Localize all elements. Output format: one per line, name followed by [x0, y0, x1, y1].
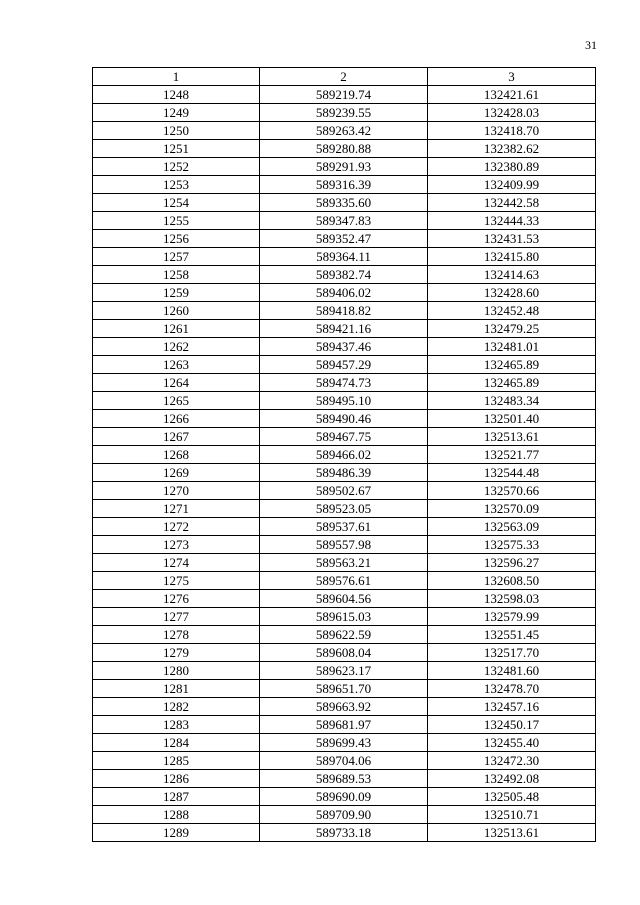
x-coordinate-cell: 589490.46	[260, 410, 428, 428]
x-coordinate-cell: 589418.82	[260, 302, 428, 320]
x-coordinate-cell: 589466.02	[260, 446, 428, 464]
table-row	[93, 482, 596, 500]
table-row	[93, 626, 596, 644]
x-coordinate-cell: 589347.83	[260, 212, 428, 230]
point-number-cell: 1271	[93, 500, 260, 518]
y-coordinate-cell: 132575.33	[428, 536, 596, 554]
y-coordinate-cell: 132465.89	[428, 356, 596, 374]
x-coordinate-cell: 589733.18	[260, 824, 428, 842]
table-row	[93, 572, 596, 590]
x-coordinate-cell: 589623.17	[260, 662, 428, 680]
x-coordinate-cell: 589316.39	[260, 176, 428, 194]
table-row	[93, 284, 596, 302]
table-row	[93, 446, 596, 464]
y-coordinate-cell: 132415.80	[428, 248, 596, 266]
y-coordinate-cell: 132428.03	[428, 104, 596, 122]
y-coordinate-cell: 132428.60	[428, 284, 596, 302]
point-number-cell: 1282	[93, 698, 260, 716]
x-coordinate-cell: 589263.42	[260, 122, 428, 140]
x-coordinate-cell: 589406.02	[260, 284, 428, 302]
table-body	[93, 86, 596, 842]
y-coordinate-cell: 132481.01	[428, 338, 596, 356]
point-number-cell: 1275	[93, 572, 260, 590]
x-coordinate-cell: 589437.46	[260, 338, 428, 356]
table-row	[93, 680, 596, 698]
point-number-cell: 1287	[93, 788, 260, 806]
y-coordinate-cell: 132608.50	[428, 572, 596, 590]
point-number-cell: 1281	[93, 680, 260, 698]
y-coordinate-cell: 132505.48	[428, 788, 596, 806]
y-coordinate-cell: 132444.33	[428, 212, 596, 230]
y-coordinate-cell: 132579.99	[428, 608, 596, 626]
y-coordinate-cell: 132479.25	[428, 320, 596, 338]
y-coordinate-cell: 132452.48	[428, 302, 596, 320]
point-number-cell: 1279	[93, 644, 260, 662]
table-row	[93, 518, 596, 536]
x-coordinate-cell: 589576.61	[260, 572, 428, 590]
y-coordinate-cell: 132544.48	[428, 464, 596, 482]
point-number-cell: 1259	[93, 284, 260, 302]
y-coordinate-cell: 132431.53	[428, 230, 596, 248]
table-row	[93, 428, 596, 446]
y-coordinate-cell: 132513.61	[428, 824, 596, 842]
x-coordinate-cell: 589474.73	[260, 374, 428, 392]
column-header-1: 1	[93, 68, 260, 86]
table-row	[93, 608, 596, 626]
table-row	[93, 194, 596, 212]
point-number-cell: 1252	[93, 158, 260, 176]
y-coordinate-cell: 132510.71	[428, 806, 596, 824]
point-number-cell: 1248	[93, 86, 260, 104]
table-row	[93, 698, 596, 716]
y-coordinate-cell: 132465.89	[428, 374, 596, 392]
y-coordinate-cell: 132457.16	[428, 698, 596, 716]
table-row	[93, 212, 596, 230]
point-number-cell: 1286	[93, 770, 260, 788]
y-coordinate-cell: 132414.63	[428, 266, 596, 284]
y-coordinate-cell: 132596.27	[428, 554, 596, 572]
point-number-cell: 1267	[93, 428, 260, 446]
table-row	[93, 302, 596, 320]
table-row	[93, 374, 596, 392]
x-coordinate-cell: 589523.05	[260, 500, 428, 518]
x-coordinate-cell: 589690.09	[260, 788, 428, 806]
table-row	[93, 734, 596, 752]
y-coordinate-cell: 132563.09	[428, 518, 596, 536]
x-coordinate-cell: 589364.11	[260, 248, 428, 266]
point-number-cell: 1288	[93, 806, 260, 824]
x-coordinate-cell: 589608.04	[260, 644, 428, 662]
table-row	[93, 716, 596, 734]
x-coordinate-cell: 589709.90	[260, 806, 428, 824]
point-number-cell: 1258	[93, 266, 260, 284]
table-row	[93, 752, 596, 770]
page-number: 31	[585, 38, 597, 52]
y-coordinate-cell: 132551.45	[428, 626, 596, 644]
x-coordinate-cell: 589622.59	[260, 626, 428, 644]
x-coordinate-cell: 589651.70	[260, 680, 428, 698]
y-coordinate-cell: 132513.61	[428, 428, 596, 446]
x-coordinate-cell: 589557.98	[260, 536, 428, 554]
point-number-cell: 1277	[93, 608, 260, 626]
y-coordinate-cell: 132472.30	[428, 752, 596, 770]
x-coordinate-cell: 589615.03	[260, 608, 428, 626]
y-coordinate-cell: 132382.62	[428, 140, 596, 158]
y-coordinate-cell: 132492.08	[428, 770, 596, 788]
table-row	[93, 140, 596, 158]
y-coordinate-cell: 132501.40	[428, 410, 596, 428]
y-coordinate-cell: 132483.34	[428, 392, 596, 410]
point-number-cell: 1251	[93, 140, 260, 158]
point-number-cell: 1280	[93, 662, 260, 680]
point-number-cell: 1250	[93, 122, 260, 140]
coordinates-table	[92, 67, 596, 842]
table-row	[93, 338, 596, 356]
y-coordinate-cell: 132570.09	[428, 500, 596, 518]
y-coordinate-cell: 132478.70	[428, 680, 596, 698]
y-coordinate-cell: 132421.61	[428, 86, 596, 104]
table-row	[93, 266, 596, 284]
x-coordinate-cell: 589495.10	[260, 392, 428, 410]
x-coordinate-cell: 589219.74	[260, 86, 428, 104]
y-coordinate-cell: 132450.17	[428, 716, 596, 734]
point-number-cell: 1254	[93, 194, 260, 212]
x-coordinate-cell: 589382.74	[260, 266, 428, 284]
point-number-cell: 1289	[93, 824, 260, 842]
point-number-cell: 1265	[93, 392, 260, 410]
table-row	[93, 536, 596, 554]
point-number-cell: 1283	[93, 716, 260, 734]
table-row	[93, 320, 596, 338]
table-row	[93, 644, 596, 662]
point-number-cell: 1253	[93, 176, 260, 194]
x-coordinate-cell: 589537.61	[260, 518, 428, 536]
table-row	[93, 662, 596, 680]
x-coordinate-cell: 589704.06	[260, 752, 428, 770]
y-coordinate-cell: 132570.66	[428, 482, 596, 500]
x-coordinate-cell: 589457.29	[260, 356, 428, 374]
x-coordinate-cell: 589467.75	[260, 428, 428, 446]
point-number-cell: 1274	[93, 554, 260, 572]
y-coordinate-cell: 132442.58	[428, 194, 596, 212]
point-number-cell: 1276	[93, 590, 260, 608]
table-row	[93, 248, 596, 266]
x-coordinate-cell: 589663.92	[260, 698, 428, 716]
x-coordinate-cell: 589421.16	[260, 320, 428, 338]
y-coordinate-cell: 132481.60	[428, 662, 596, 680]
table-row	[93, 824, 596, 842]
point-number-cell: 1255	[93, 212, 260, 230]
table-row	[93, 788, 596, 806]
x-coordinate-cell: 589502.67	[260, 482, 428, 500]
y-coordinate-cell: 132517.70	[428, 644, 596, 662]
point-number-cell: 1273	[93, 536, 260, 554]
point-number-cell: 1284	[93, 734, 260, 752]
table-row	[93, 104, 596, 122]
point-number-cell: 1264	[93, 374, 260, 392]
point-number-cell: 1260	[93, 302, 260, 320]
x-coordinate-cell: 589604.56	[260, 590, 428, 608]
table-row	[93, 770, 596, 788]
x-coordinate-cell: 589689.53	[260, 770, 428, 788]
table-row	[93, 590, 596, 608]
point-number-cell: 1272	[93, 518, 260, 536]
point-number-cell: 1261	[93, 320, 260, 338]
x-coordinate-cell: 589699.43	[260, 734, 428, 752]
x-coordinate-cell: 589335.60	[260, 194, 428, 212]
table-row	[93, 500, 596, 518]
x-coordinate-cell: 589486.39	[260, 464, 428, 482]
table-row	[93, 356, 596, 374]
point-number-cell: 1257	[93, 248, 260, 266]
y-coordinate-cell: 132598.03	[428, 590, 596, 608]
point-number-cell: 1270	[93, 482, 260, 500]
table-row	[93, 464, 596, 482]
y-coordinate-cell: 132418.70	[428, 122, 596, 140]
table-row	[93, 230, 596, 248]
point-number-cell: 1263	[93, 356, 260, 374]
x-coordinate-cell: 589681.97	[260, 716, 428, 734]
column-header-3: 3	[428, 68, 596, 86]
point-number-cell: 1262	[93, 338, 260, 356]
table-header-row	[93, 68, 596, 86]
y-coordinate-cell: 132409.99	[428, 176, 596, 194]
y-coordinate-cell: 132380.89	[428, 158, 596, 176]
y-coordinate-cell: 132455.40	[428, 734, 596, 752]
x-coordinate-cell: 589563.21	[260, 554, 428, 572]
point-number-cell: 1278	[93, 626, 260, 644]
table-row	[93, 410, 596, 428]
point-number-cell: 1269	[93, 464, 260, 482]
column-header-2: 2	[260, 68, 428, 86]
point-number-cell: 1268	[93, 446, 260, 464]
point-number-cell: 1249	[93, 104, 260, 122]
point-number-cell: 1256	[93, 230, 260, 248]
table-row	[93, 122, 596, 140]
table-row	[93, 158, 596, 176]
x-coordinate-cell: 589352.47	[260, 230, 428, 248]
table-row	[93, 86, 596, 104]
table-row	[93, 392, 596, 410]
x-coordinate-cell: 589291.93	[260, 158, 428, 176]
table-row	[93, 176, 596, 194]
table-row	[93, 806, 596, 824]
x-coordinate-cell: 589239.55	[260, 104, 428, 122]
point-number-cell: 1285	[93, 752, 260, 770]
table-row	[93, 554, 596, 572]
x-coordinate-cell: 589280.88	[260, 140, 428, 158]
y-coordinate-cell: 132521.77	[428, 446, 596, 464]
point-number-cell: 1266	[93, 410, 260, 428]
